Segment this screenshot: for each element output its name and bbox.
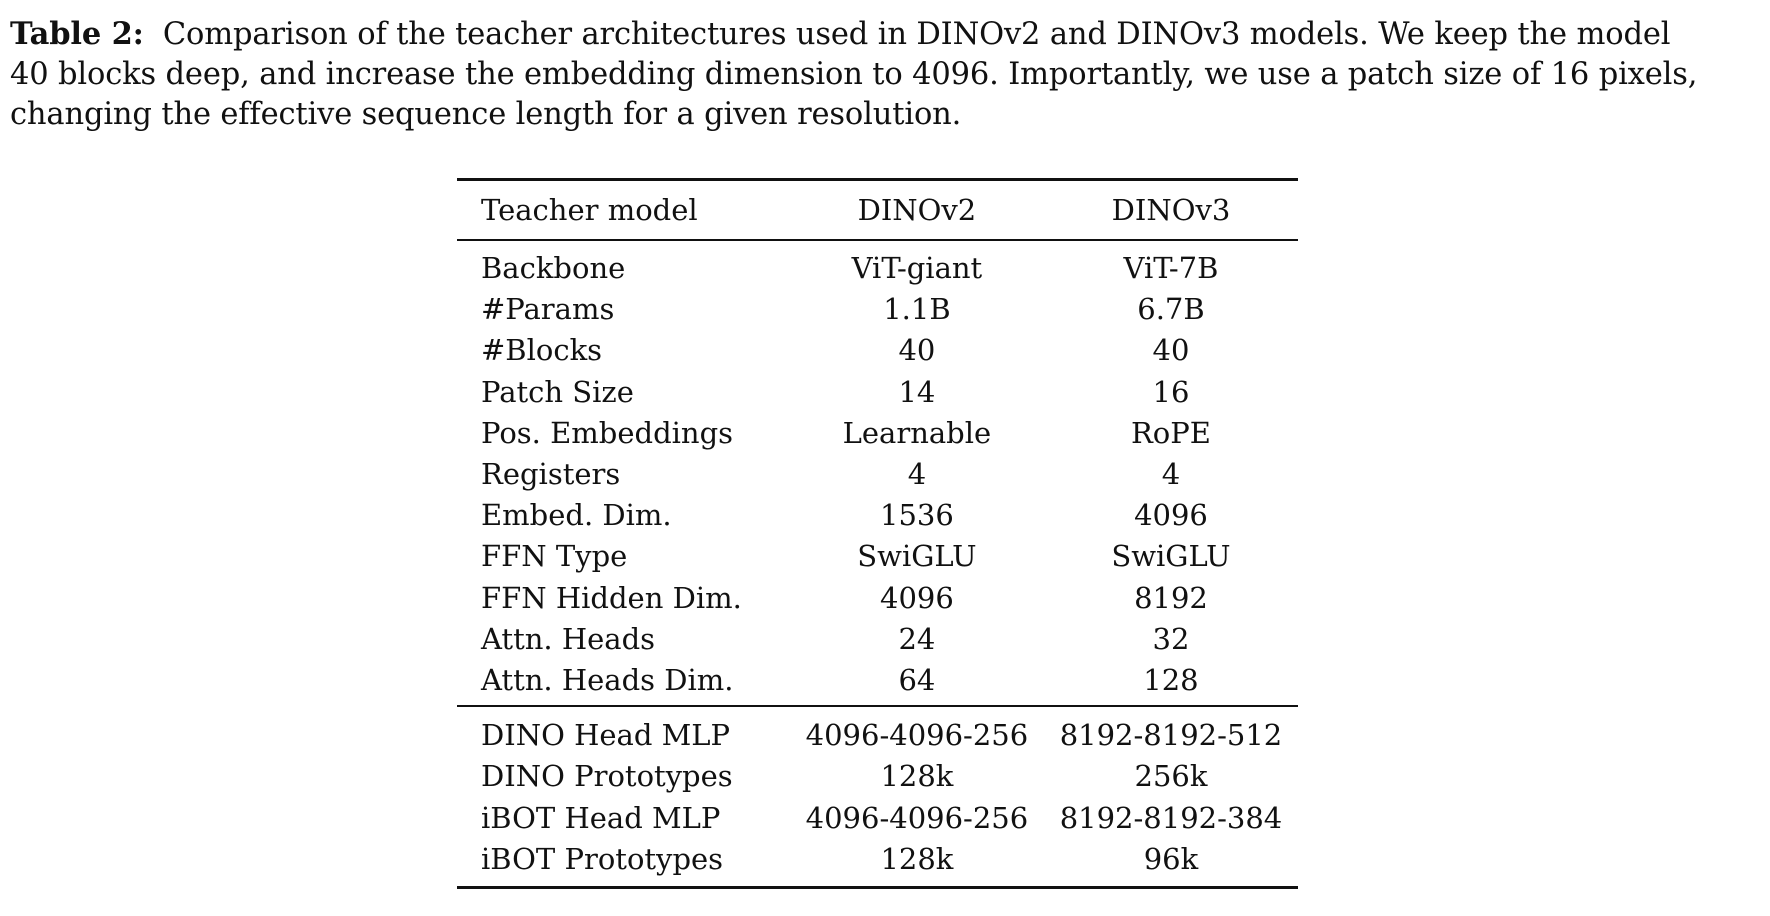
dinov2-value: 4096-4096-256 [790,706,1044,756]
header-row [457,180,1298,241]
header-teacher-model: Teacher model [481,193,698,227]
dinov3-value: 8192 [1134,580,1208,615]
table-row-ibot-prototypes [457,839,1298,888]
dinov2-value: SwiGLU [857,539,977,574]
table-row-dino-head-mlp [457,706,1298,756]
row-label: Pos. Embeddings [481,415,734,450]
row-label: iBOT Head MLP [481,800,721,835]
caption-line-2: 40 blocks deep, and increase the embedding dimension to 4096. Importantly, we use a patch size of 16 pixels, [10,57,1698,92]
table-row-registers [457,454,1298,495]
dinov2-value: Learnable [842,415,992,450]
dinov2-value: 128k [790,839,1044,888]
table-caption [10,14,1770,135]
dinov3-value: SwiGLU [1111,539,1231,574]
row-label: FFN Hidden Dim. [481,580,742,615]
row-label: Backbone [481,251,626,285]
caption-line-1 [10,14,1770,55]
dinov3-value: 4096 [1134,498,1208,533]
table-row-ffn-hidden-dim [457,578,1298,619]
dinov3-value: 6.7B [1137,292,1205,327]
row-label: DINO Prototypes [481,759,733,794]
row-label: Patch Size [481,374,634,409]
caption-text-1: Comparison of the teacher architectures used in DINOv2 and DINOv3 models. We keep the model [162,17,1671,52]
header-dinov2: DINOv2 [857,193,977,227]
dinov2-value: 64 [898,663,936,698]
table-row-params [457,289,1298,330]
row-label: #Params [481,292,615,327]
caption-label: Table 2: [10,16,144,52]
dinov3-value: 96k [1044,839,1298,888]
caption-line-3: changing the effective sequence length for a given resolution. [10,97,962,132]
row-label: Attn. Heads Dim. [481,663,734,698]
dinov2-value: 1.1B [883,292,951,327]
dinov3-value: 16 [1152,374,1190,409]
dinov2-value: 4 [907,457,927,492]
teacher-architecture-table [457,178,1298,889]
dinov2-value: 40 [898,333,936,368]
row-label: Registers [481,457,621,492]
row-label: FFN Type [481,539,628,574]
dinov3-value: 32 [1152,621,1190,656]
dinov3-value: 8192-8192-384 [1059,800,1283,835]
dinov3-value: 4 [1161,457,1181,492]
table-row-backbone [457,240,1298,289]
table-row-ibot-head-mlp [457,798,1298,839]
table-row-patch-size [457,372,1298,413]
table-row-blocks [457,330,1298,371]
table-row-ffn-type [457,536,1298,577]
dinov2-value: ViT-giant [851,251,983,285]
table-header [457,180,1298,241]
table-row-pos-embeddings [457,413,1298,454]
dinov3-value: 40 [1152,333,1190,368]
table-row-attn-heads [457,619,1298,660]
table-row-attn-heads-dim [457,660,1298,706]
head-rows [457,706,1298,887]
row-label: Attn. Heads [481,621,656,656]
dinov2-value: 4096-4096-256 [805,800,1029,835]
architecture-rows [457,240,1298,706]
dinov3-value: 256k [1134,759,1208,794]
dinov2-value: 4096 [880,580,954,615]
header-dinov3: DINOv3 [1111,193,1231,227]
table-row-dino-prototypes [457,756,1298,797]
dinov3-value: 128 [1143,663,1199,698]
row-label: #Blocks [481,333,603,368]
dinov3-value: ViT-7B [1123,251,1219,285]
row-label: Embed. Dim. [481,498,672,533]
dinov2-value: 128k [880,759,954,794]
dinov2-value: 1536 [880,498,954,533]
dinov3-value: RoPE [1130,415,1211,450]
table-row-embed-dim [457,495,1298,536]
dinov2-value: 24 [898,621,936,656]
dinov2-value: 14 [898,374,936,409]
dinov3-value: 8192-8192-512 [1044,706,1298,756]
row-label: iBOT Prototypes [457,839,790,888]
row-label: DINO Head MLP [457,706,790,756]
